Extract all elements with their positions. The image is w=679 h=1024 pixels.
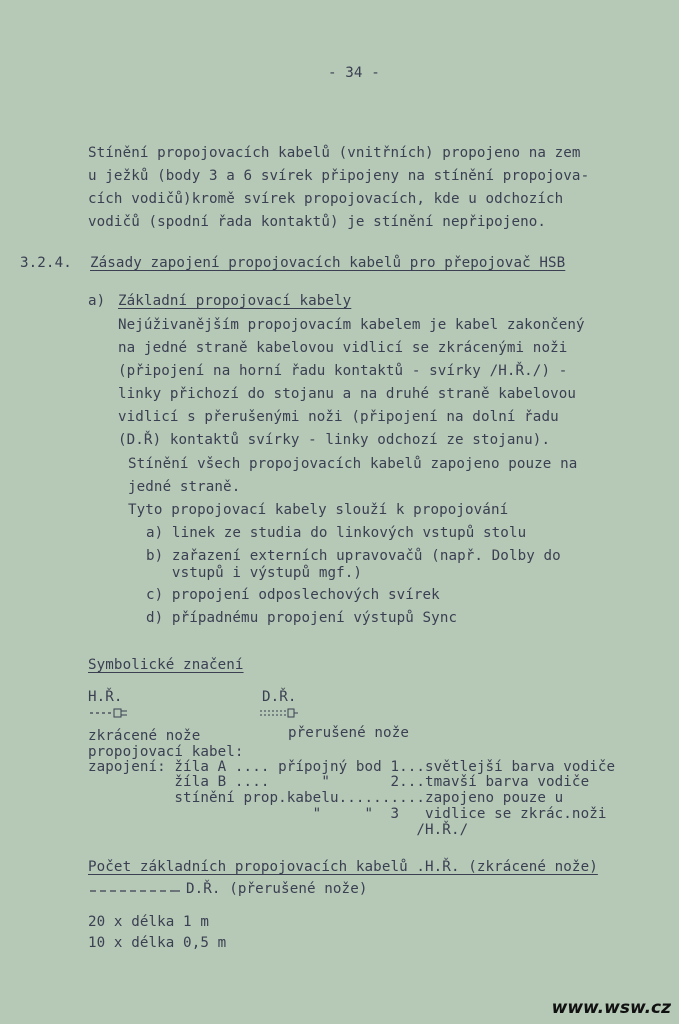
count-item-2: 10 x délka 0,5 m xyxy=(88,935,227,951)
shielding-line-1: Stínění všech propojovacích kabelů zapojeno pouze na xyxy=(128,456,578,472)
symbols-line-4: stínění prop.kabelu..........zapojeno pouze u xyxy=(88,790,564,806)
usage-item-c: c) propojení odposlechových svírek xyxy=(146,587,440,603)
paragraph-line-4: linky přichozí do stojanu a na druhé straně kabelovou xyxy=(118,386,577,402)
count-sub: D.Ř. (přerušené nože) xyxy=(186,881,368,897)
short-knife-label: zkrácené nože xyxy=(88,728,201,744)
usage-intro: Tyto propojovací kabely slouží k propojování xyxy=(128,502,509,518)
count-heading: Počet základních propojovacích kabelů .H.Ř. (zkrácené nože) xyxy=(88,859,598,875)
broken-knife-label: přerušené nože xyxy=(288,725,409,741)
symbols-line-6: /H.Ř./ xyxy=(88,822,469,838)
watermark: www.wsw.cz xyxy=(551,998,671,1018)
paragraph-line-5: vidlicí s přerušenými noži (připojení na dolní řadu xyxy=(118,409,559,425)
dr-label: D.Ř. xyxy=(262,689,297,705)
shielding-line-2: jedné straně. xyxy=(128,479,241,495)
paragraph-line-6: (D.Ř) kontaktů svírky - linky odchozí ze stojanu). xyxy=(118,432,551,448)
usage-item-b-cont: vstupů i výstupů mgf.) xyxy=(146,565,363,581)
usage-item-d: d) případnému propojení výstupů Sync xyxy=(146,610,458,626)
paragraph-line-1: Nejúživanějším propojovacím kabelem je kabel zakončený xyxy=(118,317,585,333)
count-item-1: 20 x délka 1 m xyxy=(88,914,209,930)
symbols-line-1: propojovací kabel: xyxy=(88,744,244,760)
subsection-a-label: a) xyxy=(88,293,106,309)
page-number: - 34 - xyxy=(328,65,380,81)
usage-item-a: a) linek ze studia do linkových vstupů stolu xyxy=(146,525,527,541)
symbols-heading: Symbolické značení xyxy=(88,657,244,673)
usage-item-b: b) zařazení externích upravovačů (např. Dolby do xyxy=(146,548,561,564)
symbols-line-3: žíla B .... " 2...tmavší barva vodiče xyxy=(88,774,590,790)
dashed-arrow xyxy=(88,885,182,897)
intro-line-4: vodičů (spodní řada kontaktů) je stínění nepřipojeno. xyxy=(88,214,547,230)
subsection-a-title: Základní propojovací kabely xyxy=(118,293,352,309)
intro-line-3: cích vodičů)kromě svírek propojovacích, kde u odchozích xyxy=(88,191,564,207)
paragraph-line-3: (připojení na horní řadu kontaktů - svírky /H.Ř./) - xyxy=(118,363,568,379)
intro-line-2: u ježků (body 3 a 6 svírek připojeny na stínění propojova- xyxy=(88,168,590,184)
section-number: 3.2.4. xyxy=(20,255,72,271)
intro-line-1: Stínění propojovacích kabelů (vnitřních) propojeno na zem xyxy=(88,145,581,161)
symbols-line-5: " " 3 vidlice se zkrác.noži xyxy=(88,806,607,822)
paragraph-line-2: na jedné straně kabelovou vidlicí se zkrácenými noži xyxy=(118,340,568,356)
section-title: Zásady zapojení propojovacích kabelů pro přepojovač HSB xyxy=(90,255,566,271)
hr-label: H.Ř. xyxy=(88,689,123,705)
symbols-line-2: zapojení: žíla A .... přípojný bod 1...světlejší barva vodiče xyxy=(88,759,616,775)
short-knife-symbol xyxy=(86,706,136,720)
broken-knife-symbol xyxy=(258,706,308,720)
